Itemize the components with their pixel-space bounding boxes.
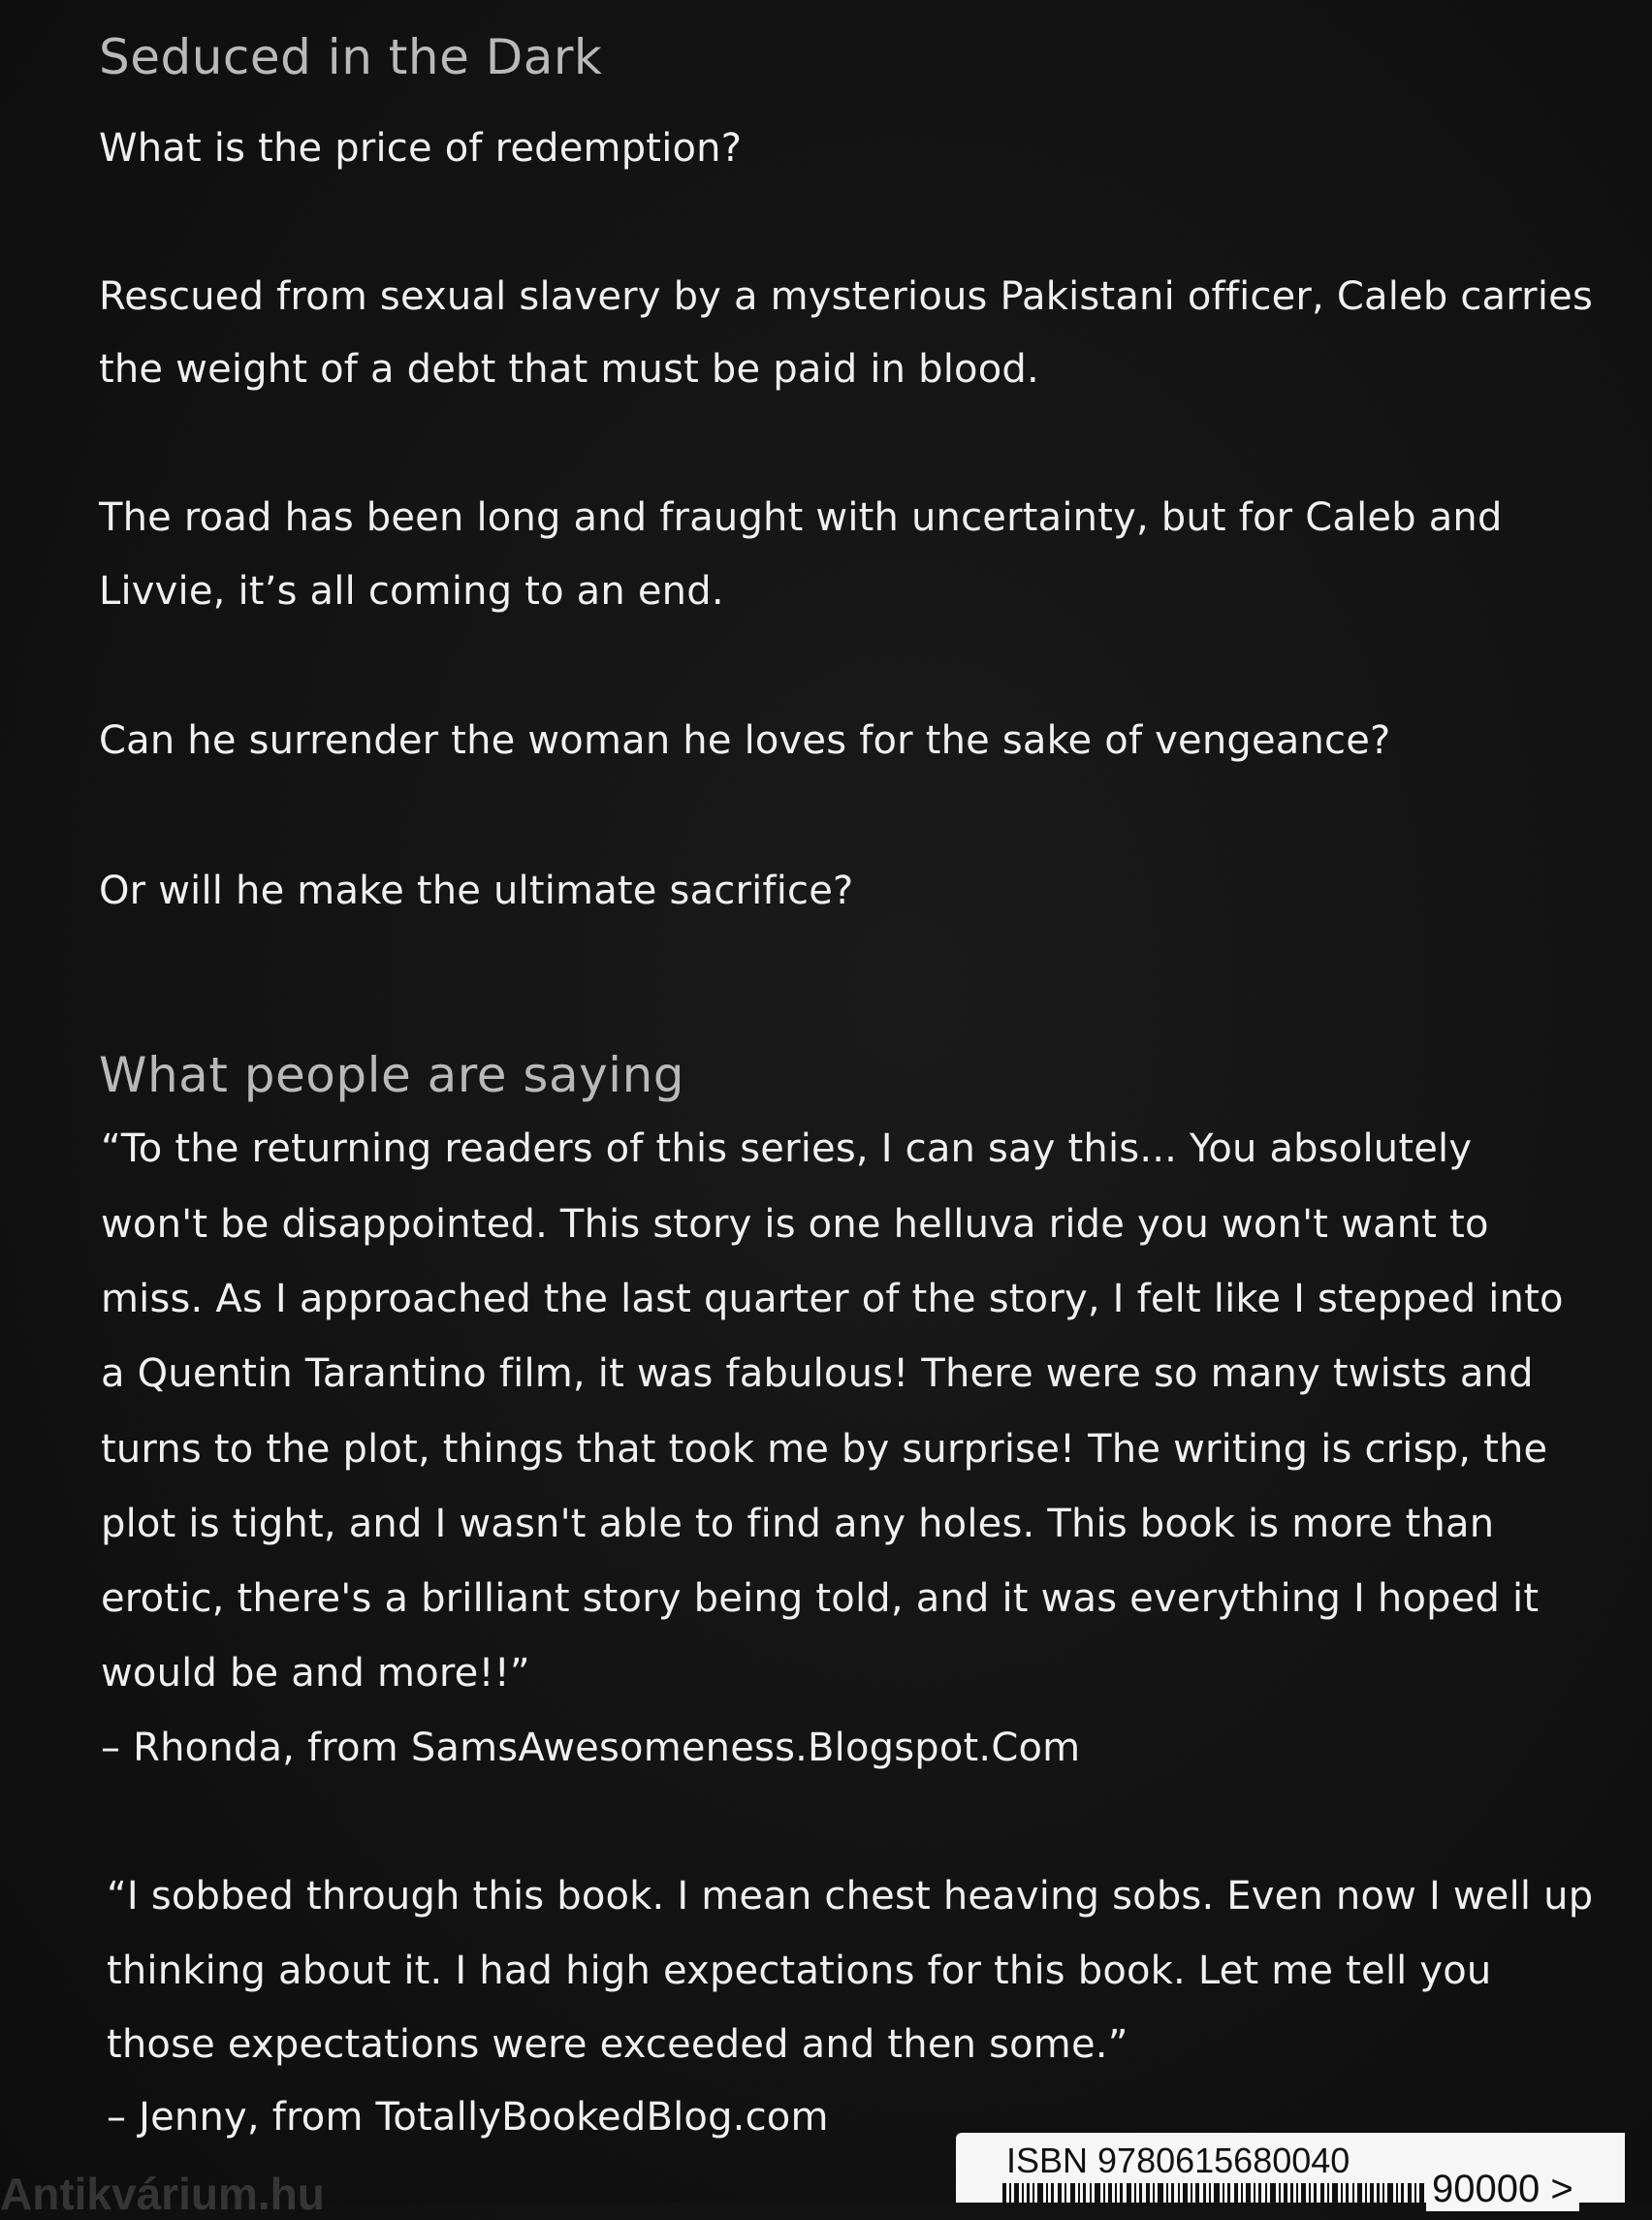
review-line: those expectations were exceeded and then some.” — [107, 2022, 1128, 2067]
synopsis-title: Seduced in the Dark — [99, 29, 603, 85]
synopsis-line: Rescued from sexual slavery by a mysterious Pakistani officer, Caleb carries — [99, 274, 1593, 319]
review-line: would be and more!!” — [101, 1651, 530, 1696]
review-attribution: – Jenny, from TotallyBookedBlog.com — [107, 2095, 829, 2140]
synopsis-line: Can he surrender the woman he loves for the sake of vengeance? — [99, 718, 1391, 763]
review-line: miss. As I approached the last quarter of the story, I felt like I stepped into — [101, 1277, 1564, 1321]
review-line: “I sobbed through this book. I mean chest heaving sobs. Even now I well up — [107, 1874, 1594, 1919]
synopsis-line: The road has been long and fraught with uncertainty, but for Caleb and — [99, 495, 1503, 540]
reviews-heading: What people are saying — [99, 1047, 684, 1103]
barcode-label — [956, 2133, 1625, 2210]
review-line: won't be disappointed. This story is one helluva ride you won't want to — [101, 1202, 1489, 1247]
synopsis-line: Or will he make the ultimate sacrifice? — [99, 869, 854, 913]
review-line: turns to the plot, things that took me by surprise! The writing is crisp, the — [101, 1427, 1548, 1472]
synopsis-line: What is the price of redemption? — [99, 126, 743, 171]
review-line: a Quentin Tarantino film, it was fabulous! There were so many twists and — [101, 1351, 1534, 1396]
isbn-text: ISBN 9780615680040 — [1006, 2141, 1350, 2180]
review-line: erotic, there's a brilliant story being told, and it was everything I hoped it — [101, 1576, 1540, 1621]
watermark-text: Antikvárium.hu — [0, 2169, 325, 2219]
review-attribution: – Rhonda, from SamsAwesomeness.Blogspot.Com — [101, 1726, 1081, 1770]
review-line: plot is tight, and I wasn't able to find any holes. This book is more than — [101, 1502, 1495, 1546]
synopsis-line: Livvie, it’s all coming to an end. — [99, 569, 724, 614]
barcode-price-code: 90000 > — [1426, 2168, 1579, 2211]
synopsis-line: the weight of a debt that must be paid in blood. — [99, 347, 1039, 392]
review-line: “To the returning readers of this series, I can say this... You absolutely — [101, 1126, 1473, 1171]
review-line: thinking about it. I had high expectations for this book. Let me tell you — [107, 1949, 1492, 1993]
